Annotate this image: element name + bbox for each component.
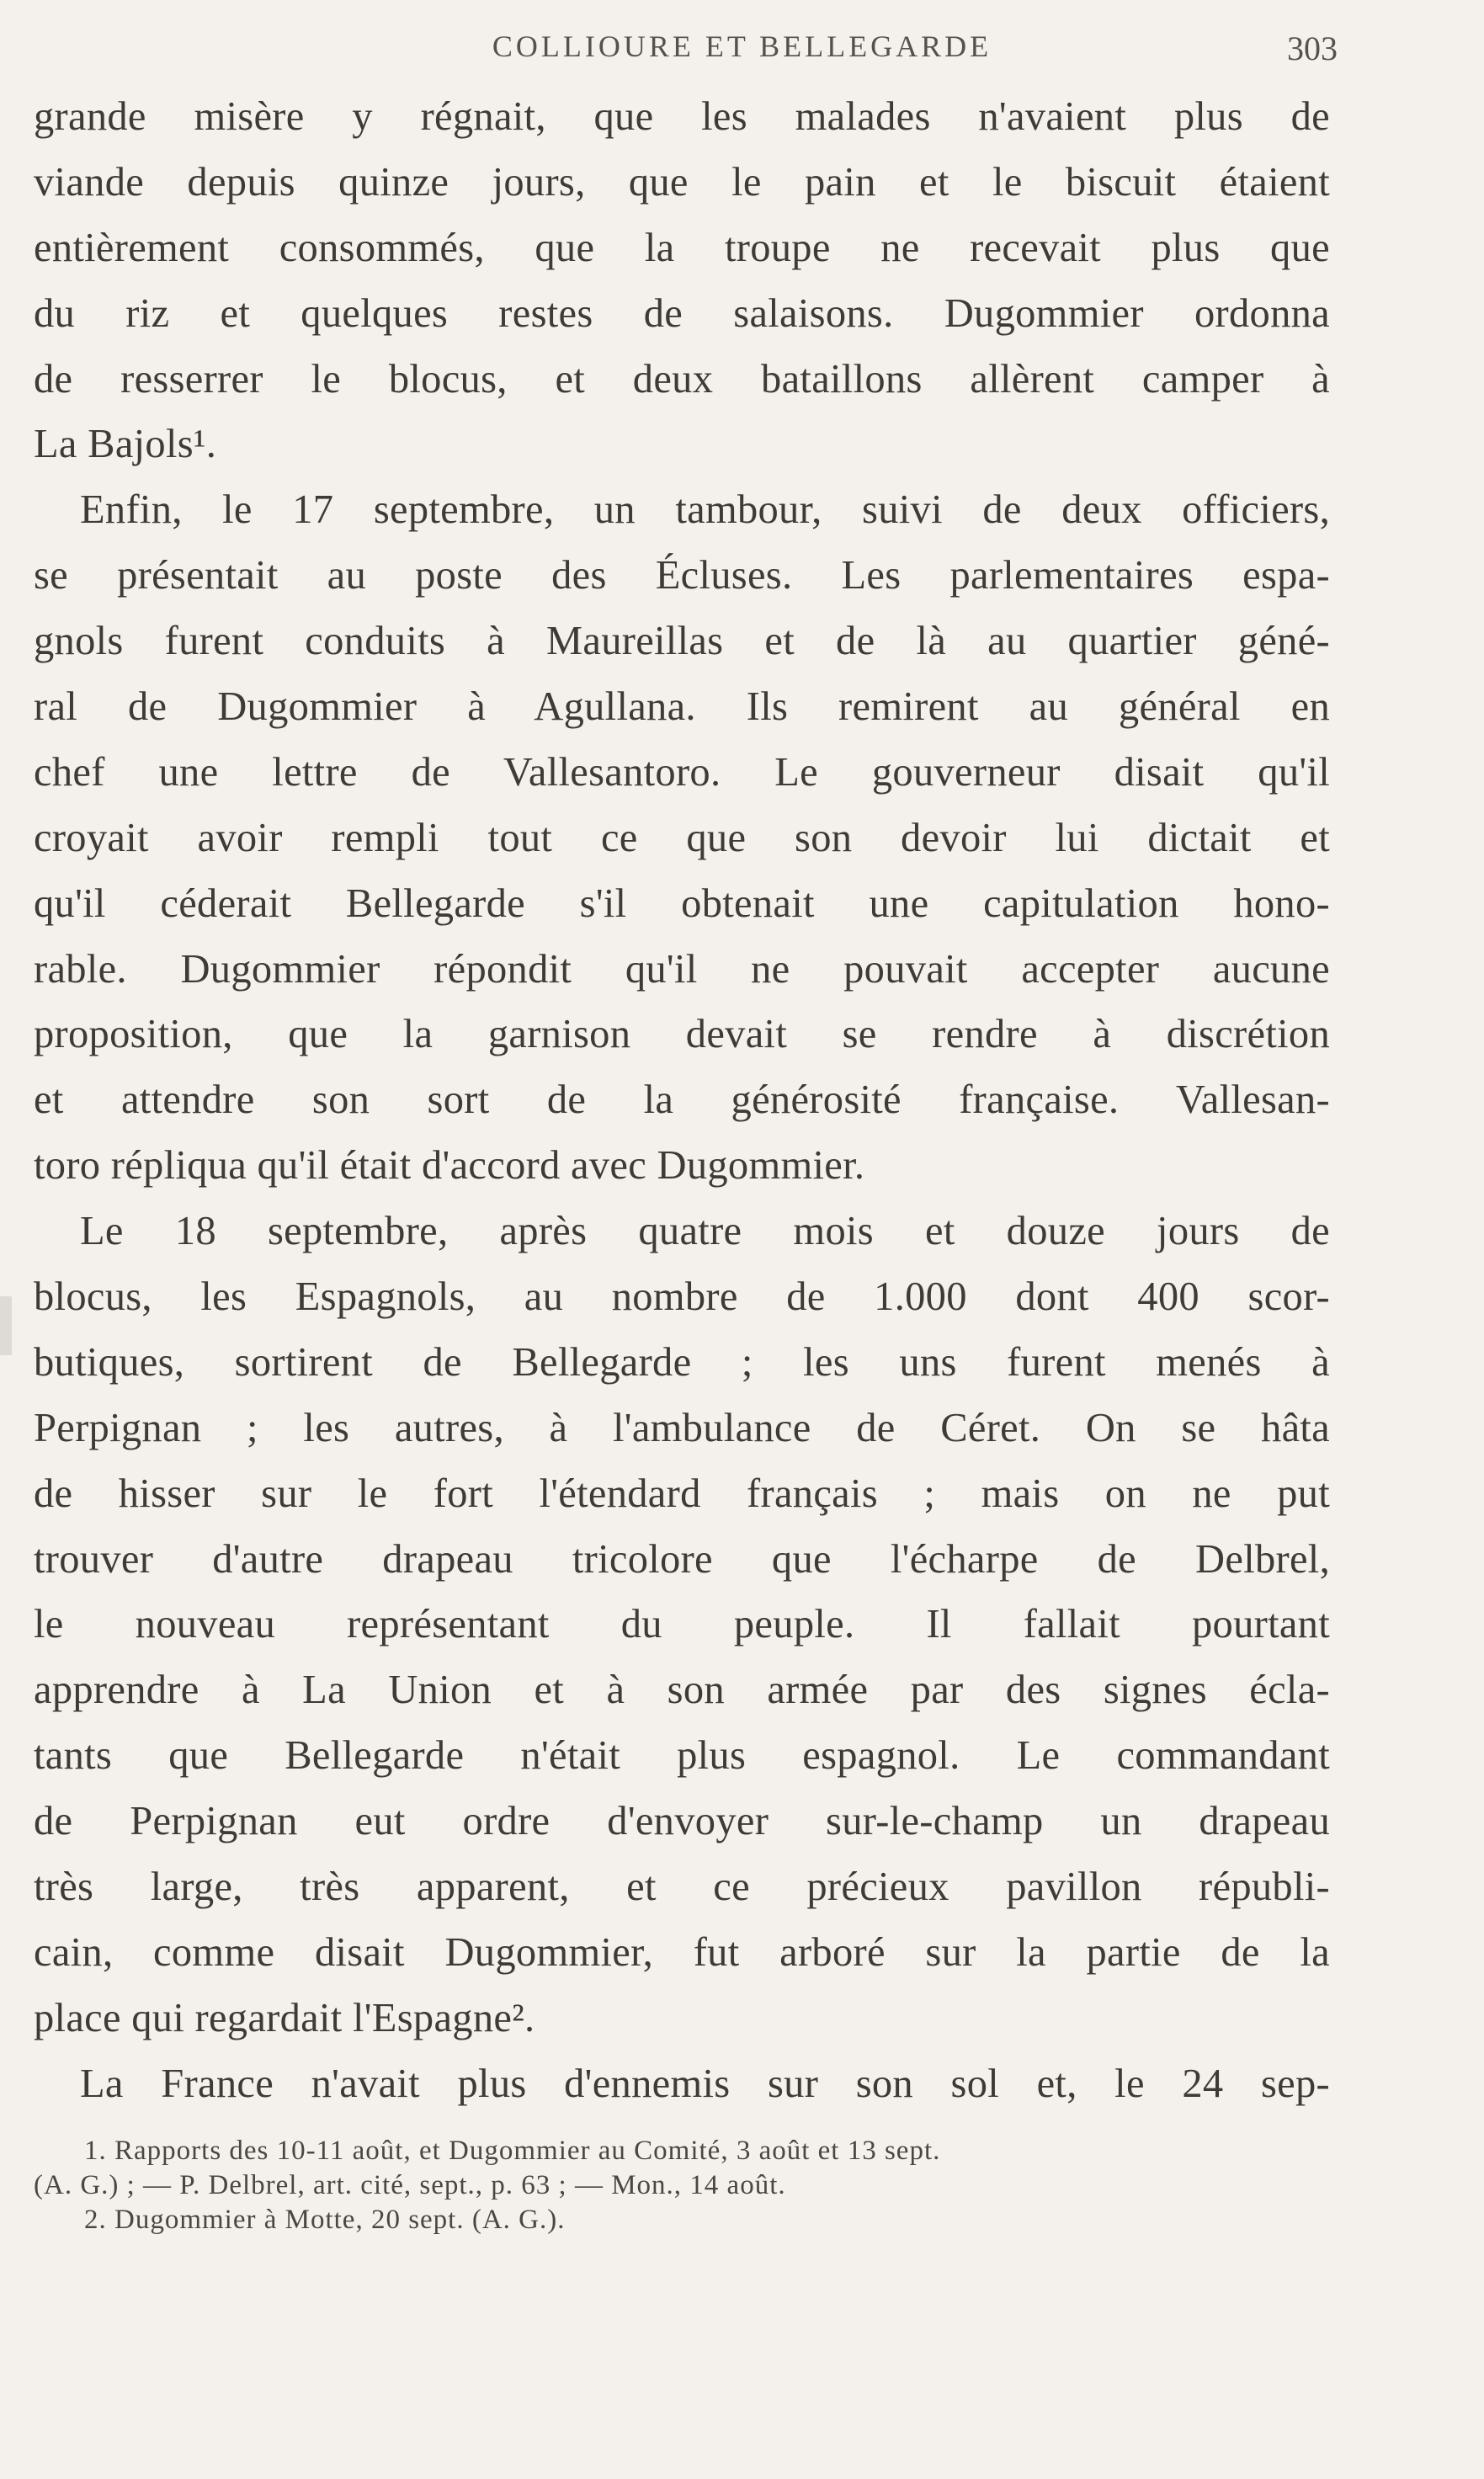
text-line: ral de Dugommier à Agullana. Ils remirent au général en <box>34 684 1330 730</box>
text-line: toro répliqua qu'il était d'accord avec Dugommier. <box>34 1143 865 1189</box>
text-line: croyait avoir rempli tout ce que son devoir lui dictait et <box>34 815 1330 860</box>
footnote-line: 2. Dugommier à Motte, 20 sept. (A. G.). <box>84 2205 566 2235</box>
text-line: entièrement consommés, que la troupe ne recevait plus que <box>34 225 1330 270</box>
text-line: et attendre son sort de la générosité française. Vallesan- <box>34 1077 1330 1123</box>
text-line: de hisser sur le fort l'étendard français ; mais on ne put <box>34 1471 1330 1516</box>
text-line: rable. Dugommier répondit qu'il ne pouvait accepter aucune <box>34 946 1330 992</box>
text-line: apprendre à La Union et à son armée par des signes écla- <box>34 1668 1330 1713</box>
running-title: COLLIOURE ET BELLEGARDE <box>492 29 992 63</box>
body-text <box>34 84 1330 2117</box>
text-line: place qui regardait l'Espagne². <box>34 1995 535 2040</box>
text-line: du riz et quelques restes de salaisons. Dugommier ordonna <box>34 290 1330 336</box>
footnotes <box>34 2134 1330 2237</box>
footnote-line: 1. Rapports des 10-11 août, et Dugommier au Comité, 3 août et 13 sept. <box>84 2136 941 2166</box>
text-line: Le 18 septembre, après quatre mois et douze jours de <box>80 1209 1330 1254</box>
text-line: blocus, les Espagnols, au nombre de 1.000 dont 400 scor- <box>34 1274 1330 1320</box>
text-line: viande depuis quinze jours, que le pain et le biscuit étaient <box>34 159 1330 205</box>
footnote-line: (A. G.) ; — P. Delbrel, art. cité, sept., p. 63 ; — Mon., 14 août. <box>34 2170 786 2200</box>
page-number: 303 <box>1287 29 1338 67</box>
text-line: butiques, sortirent de Bellegarde ; les uns furent menés à <box>34 1339 1330 1385</box>
page-edge-smudge <box>0 1296 12 1355</box>
text-line: grande misère y régnait, que les malades n'avaient plus de <box>34 94 1330 139</box>
text-line: Perpignan ; les autres, à l'ambulance de Céret. On se hâta <box>34 1405 1330 1450</box>
text-line: La France n'avait plus d'ennemis sur son sol et, le 24 sep- <box>80 2061 1330 2106</box>
text-line: le nouveau représentant du peuple. Il fallait pourtant <box>34 1602 1330 1647</box>
text-line: La Bajols¹. <box>34 422 217 467</box>
text-line: cain, comme disait Dugommier, fut arboré sur la partie de la <box>34 1929 1330 1975</box>
page-header <box>0 29 1484 71</box>
text-line: qu'il céderait Bellegarde s'il obtenait une capitulation hono- <box>34 880 1330 926</box>
text-line: tants que Bellegarde n'était plus espagnol. Le commandant <box>34 1733 1330 1779</box>
text-line: de resserrer le blocus, et deux bataillons allèrent camper à <box>34 356 1330 402</box>
text-line: gnols furent conduits à Maureillas et de là au quartier géné- <box>34 619 1330 664</box>
text-line: trouver d'autre drapeau tricolore que l'écharpe de Delbrel, <box>34 1536 1330 1582</box>
text-line: très large, très apparent, et ce précieux pavillon républi- <box>34 1865 1330 1910</box>
text-line: proposition, que la garnison devait se rendre à discrétion <box>34 1012 1330 1057</box>
text-line: de Perpignan eut ordre d'envoyer sur-le-champ un drapeau <box>34 1799 1330 1844</box>
text-line: chef une lettre de Vallesantoro. Le gouverneur disait qu'il <box>34 749 1330 795</box>
text-line: se présentait au poste des Écluses. Les parlementaires espa- <box>34 553 1330 598</box>
text-line: Enfin, le 17 septembre, un tambour, suivi de deux officiers, <box>80 487 1330 533</box>
